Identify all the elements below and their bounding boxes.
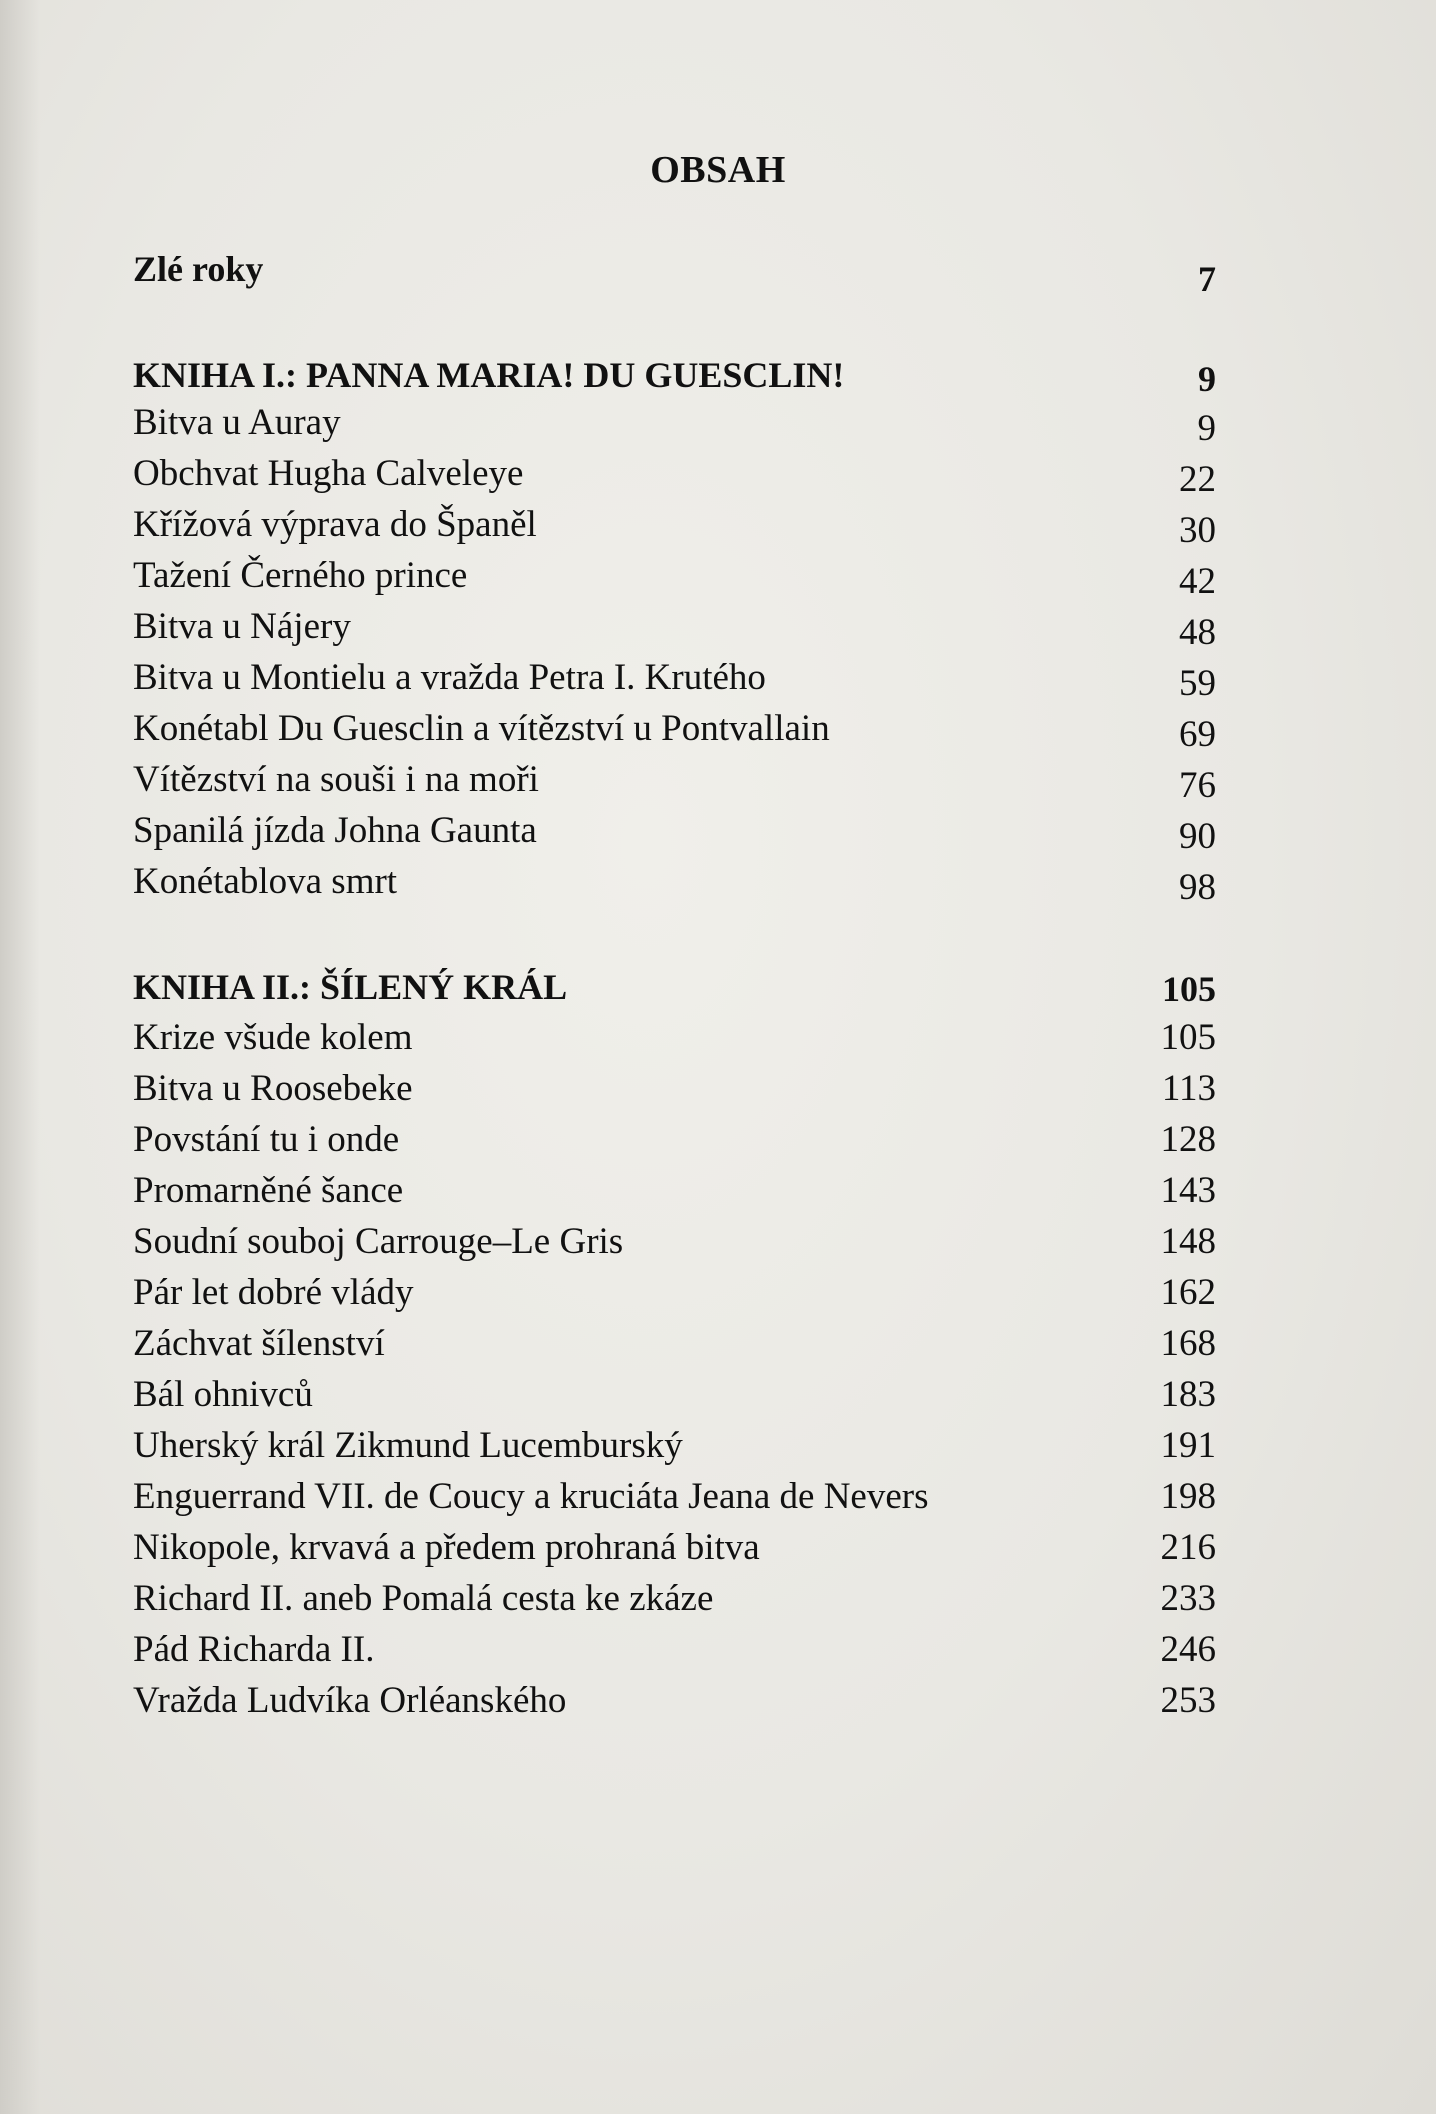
toc-entry [133, 1574, 1216, 1624]
toc-entry-label: Krize všude kolem [133, 1017, 413, 1058]
toc-entry-page: 59 [1179, 663, 1216, 704]
toc-entry [133, 1523, 1216, 1573]
toc-heading-page: 9 [1198, 359, 1216, 399]
toc-entry [133, 551, 1216, 601]
toc-entry-label: Richard II. aneb Pomalá cesta ke zkáze [133, 1578, 714, 1619]
toc-entry [133, 1217, 1216, 1267]
toc-entry-label: Křížová výprava do Španěl [133, 504, 537, 545]
toc-entry [133, 500, 1216, 550]
toc-entry-page: 42 [1179, 561, 1216, 602]
toc-entry-page: 216 [1160, 1527, 1216, 1568]
toc-entry-label: Spanilá jízda Johna Gaunta [133, 810, 537, 851]
toc-entry-page: 168 [1160, 1323, 1216, 1364]
toc-entry [133, 1676, 1216, 1726]
toc-entry-page: 105 [1160, 1017, 1216, 1058]
toc-entry-label: Bitva u Nájery [133, 606, 351, 647]
toc-entry [133, 1268, 1216, 1318]
toc-book2-heading [133, 962, 1216, 1012]
toc-entry-label: Zlé roky [133, 249, 264, 289]
toc-entry-page: 48 [1179, 612, 1216, 653]
toc-entry-page: 22 [1179, 459, 1216, 500]
toc-heading-label: KNIHA I.: PANNA MARIA! DU GUESCLIN! [133, 355, 845, 395]
toc-entry [133, 806, 1216, 856]
toc-entry-page: 162 [1160, 1272, 1216, 1313]
toc-entry-label: Povstání tu i onde [133, 1119, 400, 1160]
toc-entry-page: 30 [1179, 510, 1216, 551]
toc-entry-label: Tažení Černého prince [133, 555, 468, 596]
toc-entry [133, 1166, 1216, 1216]
toc-entry-page: 76 [1179, 765, 1216, 806]
toc-entry-label: Soudní souboj Carrouge–Le Gris [133, 1221, 624, 1262]
page-edge-shadow [0, 0, 40, 2114]
toc-entry-page: 253 [1160, 1680, 1216, 1721]
toc-entry [133, 755, 1216, 805]
toc-entry-label: Obchvat Hugha Calveleye [133, 453, 524, 494]
toc-entry-label: Bitva u Auray [133, 402, 341, 443]
toc-entry-page: 9 [1197, 408, 1216, 449]
toc-entry [133, 398, 1216, 448]
toc-entry-label: Konétablova smrt [133, 861, 398, 902]
toc-entry [133, 1472, 1216, 1522]
toc-entry-label: Bál ohnivců [133, 1374, 313, 1415]
toc-entry [133, 704, 1216, 754]
toc-entry-label: Konétabl Du Guesclin a vítězství u Pontvallain [133, 708, 830, 749]
toc-entry [133, 602, 1216, 652]
toc-prologue [133, 244, 1216, 299]
toc-entry-label: Vražda Ludvíka Orléanského [133, 1680, 567, 1721]
toc-entry-page: 143 [1160, 1170, 1216, 1211]
toc-entry [133, 653, 1216, 703]
toc-entry-page: 7 [1198, 259, 1216, 299]
toc-entry-page: 113 [1161, 1068, 1216, 1109]
toc-entry-page: 233 [1160, 1578, 1216, 1619]
toc-entry-label: Pád Richarda II. [133, 1629, 375, 1670]
page-title: OBSAH [650, 149, 786, 191]
toc-entry [133, 1625, 1216, 1675]
toc-entry-page: 90 [1179, 816, 1216, 857]
toc-entry [133, 1319, 1216, 1369]
toc-entry-label: Vítězství na souši i na moři [133, 759, 539, 800]
toc-entry-page: 198 [1160, 1476, 1216, 1517]
toc-entry-label: Záchvat šílenství [133, 1323, 385, 1364]
toc-entry-page: 98 [1179, 867, 1216, 908]
toc-entry [133, 857, 1216, 907]
toc-entry-page: 128 [1160, 1119, 1216, 1160]
toc-entry [133, 1013, 1216, 1063]
toc-entry-page: 191 [1160, 1425, 1216, 1466]
toc-entry-label: Nikopole, krvavá a předem prohraná bitva [133, 1527, 760, 1568]
toc-entry [133, 1115, 1216, 1165]
toc-entry-label: Bitva u Montielu a vražda Petra I. Krutého [133, 657, 766, 698]
toc-entry-page: 69 [1179, 714, 1216, 755]
toc-entry-label: Promarněné šance [133, 1170, 404, 1211]
toc-heading-page: 105 [1162, 969, 1216, 1009]
toc-entry-page: 148 [1160, 1221, 1216, 1262]
toc-entry-label: Enguerrand VII. de Coucy a kruciáta Jeana de Nevers [133, 1476, 929, 1517]
toc-entry-label: Bitva u Roosebeke [133, 1068, 413, 1109]
toc-heading-label: KNIHA II.: ŠÍLENÝ KRÁL [133, 967, 568, 1007]
toc-entry [133, 449, 1216, 499]
toc-entry-page: 246 [1160, 1629, 1216, 1670]
toc-entry-label: Pár let dobré vlády [133, 1272, 414, 1313]
toc-entry [133, 1064, 1216, 1114]
toc-book1-heading [133, 350, 1216, 400]
toc-entry [133, 1370, 1216, 1420]
toc-entry [133, 1421, 1216, 1471]
toc-entry-label: Uherský král Zikmund Lucemburský [133, 1425, 683, 1466]
toc-entry-page: 183 [1160, 1374, 1216, 1415]
